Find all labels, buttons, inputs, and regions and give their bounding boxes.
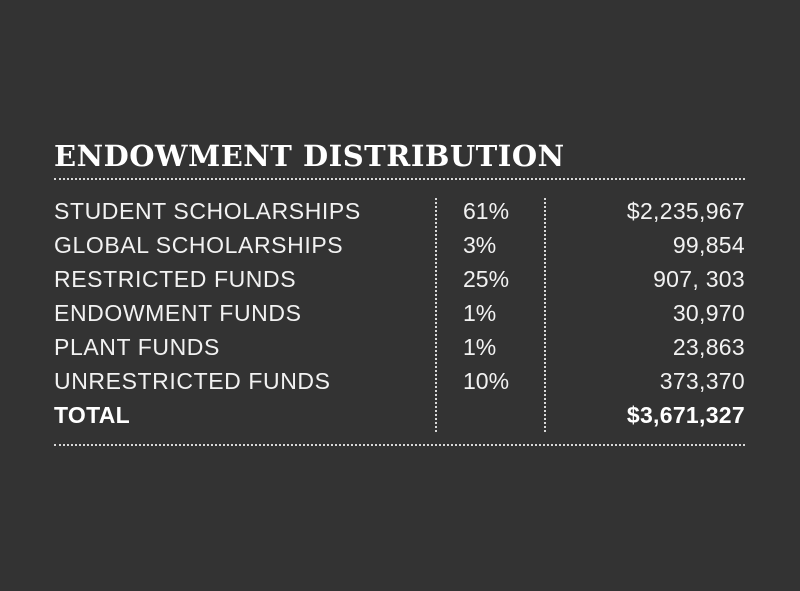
table-row: [54, 230, 745, 264]
table-row: [54, 332, 745, 366]
amount-value: 907, 303: [653, 266, 745, 292]
table-title: ENDOWMENT DISTRIBUTION: [54, 139, 565, 173]
amount-value: $2,235,967: [626, 198, 745, 224]
distribution-table: [54, 196, 745, 434]
table-row: [54, 366, 745, 400]
table-row: [54, 264, 745, 298]
total-label: TOTAL: [54, 402, 131, 428]
percent-value: 25%: [463, 266, 510, 292]
percent-value: 1%: [463, 300, 497, 326]
amount-value: 373,370: [659, 368, 745, 394]
table-row: [54, 196, 745, 230]
amount-value: 30,970: [672, 300, 745, 326]
category-label: STUDENT SCHOLARSHIPS: [54, 198, 361, 224]
percent-value: 61%: [463, 198, 510, 224]
table-row: [54, 298, 745, 332]
bottom-dotted-rule: [54, 444, 745, 446]
percent-value: 3%: [463, 232, 497, 258]
amount-value: 99,854: [672, 232, 745, 258]
top-dotted-rule: [54, 178, 745, 180]
category-label: UNRESTRICTED FUNDS: [54, 368, 331, 394]
percent-value: 10%: [463, 368, 510, 394]
total-row: [54, 400, 745, 434]
category-label: PLANT FUNDS: [54, 334, 220, 360]
category-label: RESTRICTED FUNDS: [54, 266, 297, 292]
category-label: GLOBAL SCHOLARSHIPS: [54, 232, 344, 258]
amount-value: 23,863: [672, 334, 745, 360]
total-amount: $3,671,327: [626, 402, 745, 428]
category-label: ENDOWMENT FUNDS: [54, 300, 302, 326]
percent-value: 1%: [463, 334, 497, 360]
